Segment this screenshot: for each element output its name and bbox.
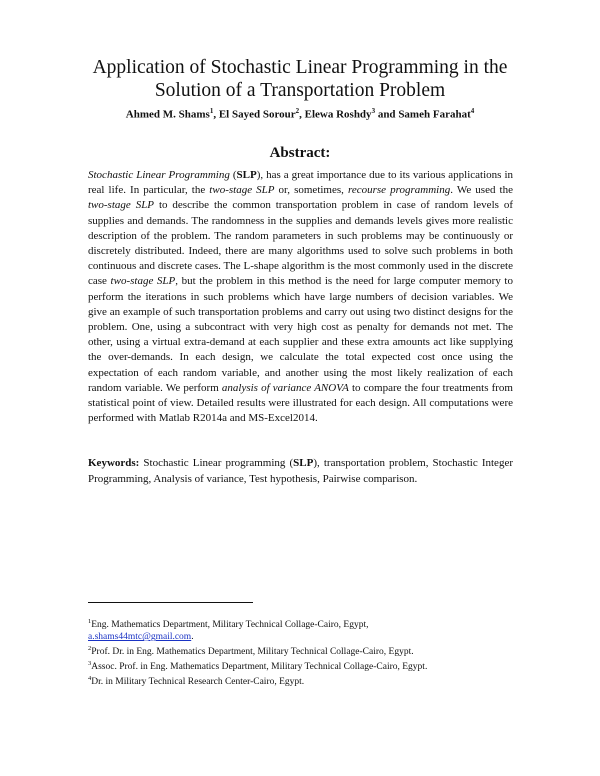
footnote xyxy=(88,643,518,658)
keywords-run: Stochastic Linear programming ( xyxy=(139,457,294,469)
footnote-mark: 3 xyxy=(88,660,92,668)
abstract-italic-term: recourse programming xyxy=(347,184,451,197)
footnote-text: Eng. Mathematics Department, Military Technical Collage-Cairo, Egypt, xyxy=(91,620,369,631)
keywords-bold-term: SLP xyxy=(293,457,314,469)
author-affiliation-mark: 3 xyxy=(371,107,376,115)
keywords-label: Keywords: xyxy=(88,457,140,469)
keywords-paragraph xyxy=(88,456,513,487)
footnote-text: . xyxy=(191,632,194,643)
footnote xyxy=(88,616,518,643)
footnote-mark: 2 xyxy=(88,645,92,653)
author-affiliation-mark: 1 xyxy=(209,107,214,115)
abstract-heading: Abstract: xyxy=(269,145,331,161)
footnote xyxy=(88,658,518,673)
abstract-italic-term: Stochastic Linear Programming xyxy=(88,169,230,181)
abstract-run: or, sometimes, xyxy=(274,184,348,197)
abstract-run: . We used the xyxy=(450,184,513,197)
abstract-italic-term: two-stage SLP xyxy=(88,199,155,212)
abstract-bold-term: SLP xyxy=(236,169,257,181)
author-name: Sameh Farahat xyxy=(398,108,471,121)
footnote-text: Assoc. Prof. in Eng. Mathematics Department, Military Technical Collage-Cairo, Egypt. xyxy=(91,662,428,673)
abstract-italic-term: analysis of variance ANOVA xyxy=(221,381,349,394)
abstract-run: , but the problem in this method is the need for large computer memory to perform the iterations in such problems which have large numbers of decision variables. We give an example of such transportation problems and carry out using two distinct designs for the problem. One, using a subcontract with very high cost as penalty for demands not met. The other, using a virtual extra-demand at each supplier and these extra amounts act like supplying the over-demands. In each design, we calculate the total expected cost once using the expectation of each random variable, and another using the most likely realization of each random variable. We perform xyxy=(88,275,513,394)
author-line xyxy=(40,104,560,122)
footnote-mark: 1 xyxy=(88,618,92,625)
footnote-mark: 4 xyxy=(88,675,92,683)
footnote-divider xyxy=(88,602,253,603)
footnotes xyxy=(88,616,518,689)
keywords-run: ), transportation problem, Stochastic Integer Programming, Analysis of variance, Test hypothesis, Pairwise comparison. xyxy=(88,457,513,485)
paper-title: Application of Stochastic Linear Programming in the Solution of a Transportation Problem xyxy=(92,57,508,101)
abstract-run: ), has a great importance due to its various applications in real life. In particular, the xyxy=(88,169,514,197)
author-name: El Sayed Sorour xyxy=(218,108,296,121)
author-name: Elewa Roshdy xyxy=(304,108,372,121)
author-affiliation-mark: 2 xyxy=(295,107,300,115)
author-separator: , xyxy=(299,108,305,121)
footnote xyxy=(88,673,518,688)
footnote-text: Prof. Dr. in Eng. Mathematics Department, Military Technical Collage-Cairo, Egypt. xyxy=(91,647,414,658)
author-separator: , xyxy=(213,108,219,121)
author-name: Ahmed M. Shams xyxy=(125,108,210,121)
author-affiliation-mark: 4 xyxy=(470,107,475,115)
abstract-run: to compare the four treatments from statistical point of view. Detailed results were illustrated for each design. All computations were performed with Matlab R2014a and MS-Excel2014. xyxy=(88,381,513,425)
abstract-run: to describe the common transportation problem in case of random levels of supplies and demands. The randomness in the supplies and demands levels gives more realistic description of the problem. The random parameters in such problems may be continuously or discretely distributed. Indeed, there are many algorithms used to solve such problems in both continuous and discrete cases. The L-shape algorithm is the most commonly used in the discrete case xyxy=(88,199,513,288)
abstract-italic-term: two-stage SLP xyxy=(110,275,176,288)
abstract-run: ( xyxy=(229,169,237,181)
abstract-text xyxy=(88,168,513,426)
author-separator: and xyxy=(375,108,399,121)
footnote-text: Dr. in Military Technical Research Center-Cairo, Egypt. xyxy=(91,677,305,688)
abstract-italic-term: two-stage SLP xyxy=(209,184,275,197)
email-link[interactable]: a.shams44mtc@gmail.com xyxy=(88,632,192,643)
